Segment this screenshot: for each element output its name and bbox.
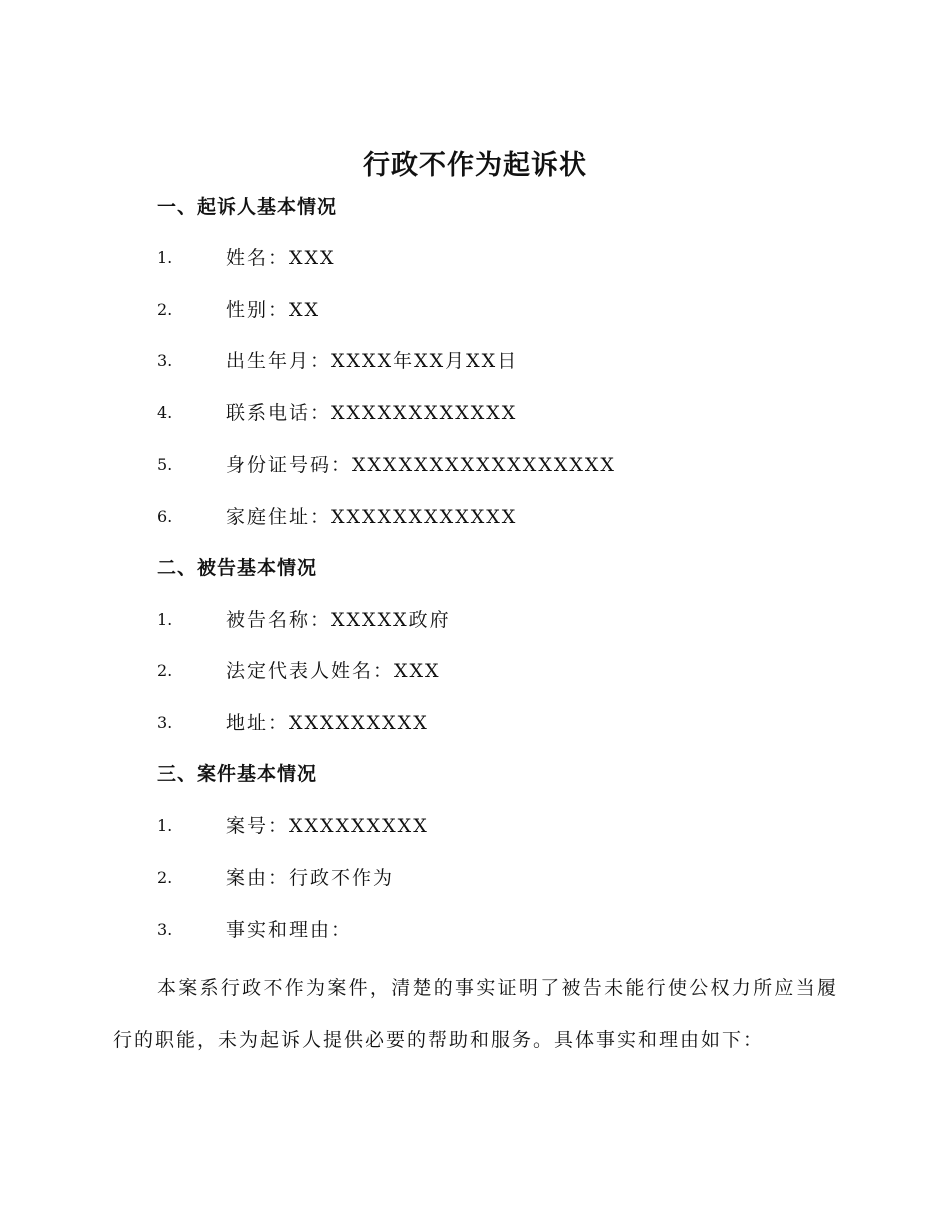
list-item-text: 出生年月：XXXX年XX月XX日	[226, 350, 519, 372]
section-heading-defendant: 二、被告基本情况	[157, 557, 318, 579]
list-item-number: 1.	[157, 610, 173, 629]
list-item-text: 法定代表人姓名：XXX	[226, 660, 441, 682]
list-item-number: 4.	[157, 403, 173, 422]
list-item-text: 案由：行政不作为	[226, 867, 395, 889]
list-item-text: 家庭住址：XXXXXXXXXXXX	[226, 506, 518, 528]
body-paragraph: 本案系行政不作为案件，清楚的事实证明了被告未能行使公权力所应当履行的职能，未为起诉人提供必要的帮助和服务。具体事实和理由如下：	[113, 977, 838, 1051]
list-item-text: 身份证号码：XXXXXXXXXXXXXXXXX	[226, 454, 616, 476]
list-item-number: 5.	[157, 455, 173, 474]
list-item-number: 2.	[157, 661, 173, 680]
list-item-number: 3.	[157, 713, 173, 732]
list-item-text: 姓名：XXX	[226, 247, 336, 269]
list-item-number: 3.	[157, 920, 173, 939]
section-heading-plaintiff: 一、起诉人基本情况	[157, 196, 338, 218]
list-item-text: 事实和理由：	[226, 919, 353, 941]
list-item-text: 联系电话：XXXXXXXXXXXX	[226, 402, 518, 424]
list-item-text: 性别：XX	[226, 299, 321, 321]
list-item-text: 地址：XXXXXXXXX	[226, 712, 429, 734]
list-item-number: 2.	[157, 868, 173, 887]
list-item-number: 6.	[157, 507, 173, 526]
list-item-number: 2.	[157, 300, 173, 319]
list-item-number: 1.	[157, 816, 173, 835]
list-item-number: 1.	[157, 248, 173, 267]
section-heading-case: 三、案件基本情况	[157, 763, 318, 785]
list-item-text: 被告名称：XXXXX政府	[226, 609, 451, 631]
list-item-text: 案号：XXXXXXXXX	[226, 815, 429, 837]
document-title: 行政不作为起诉状	[363, 150, 587, 181]
list-item-number: 3.	[157, 351, 173, 370]
